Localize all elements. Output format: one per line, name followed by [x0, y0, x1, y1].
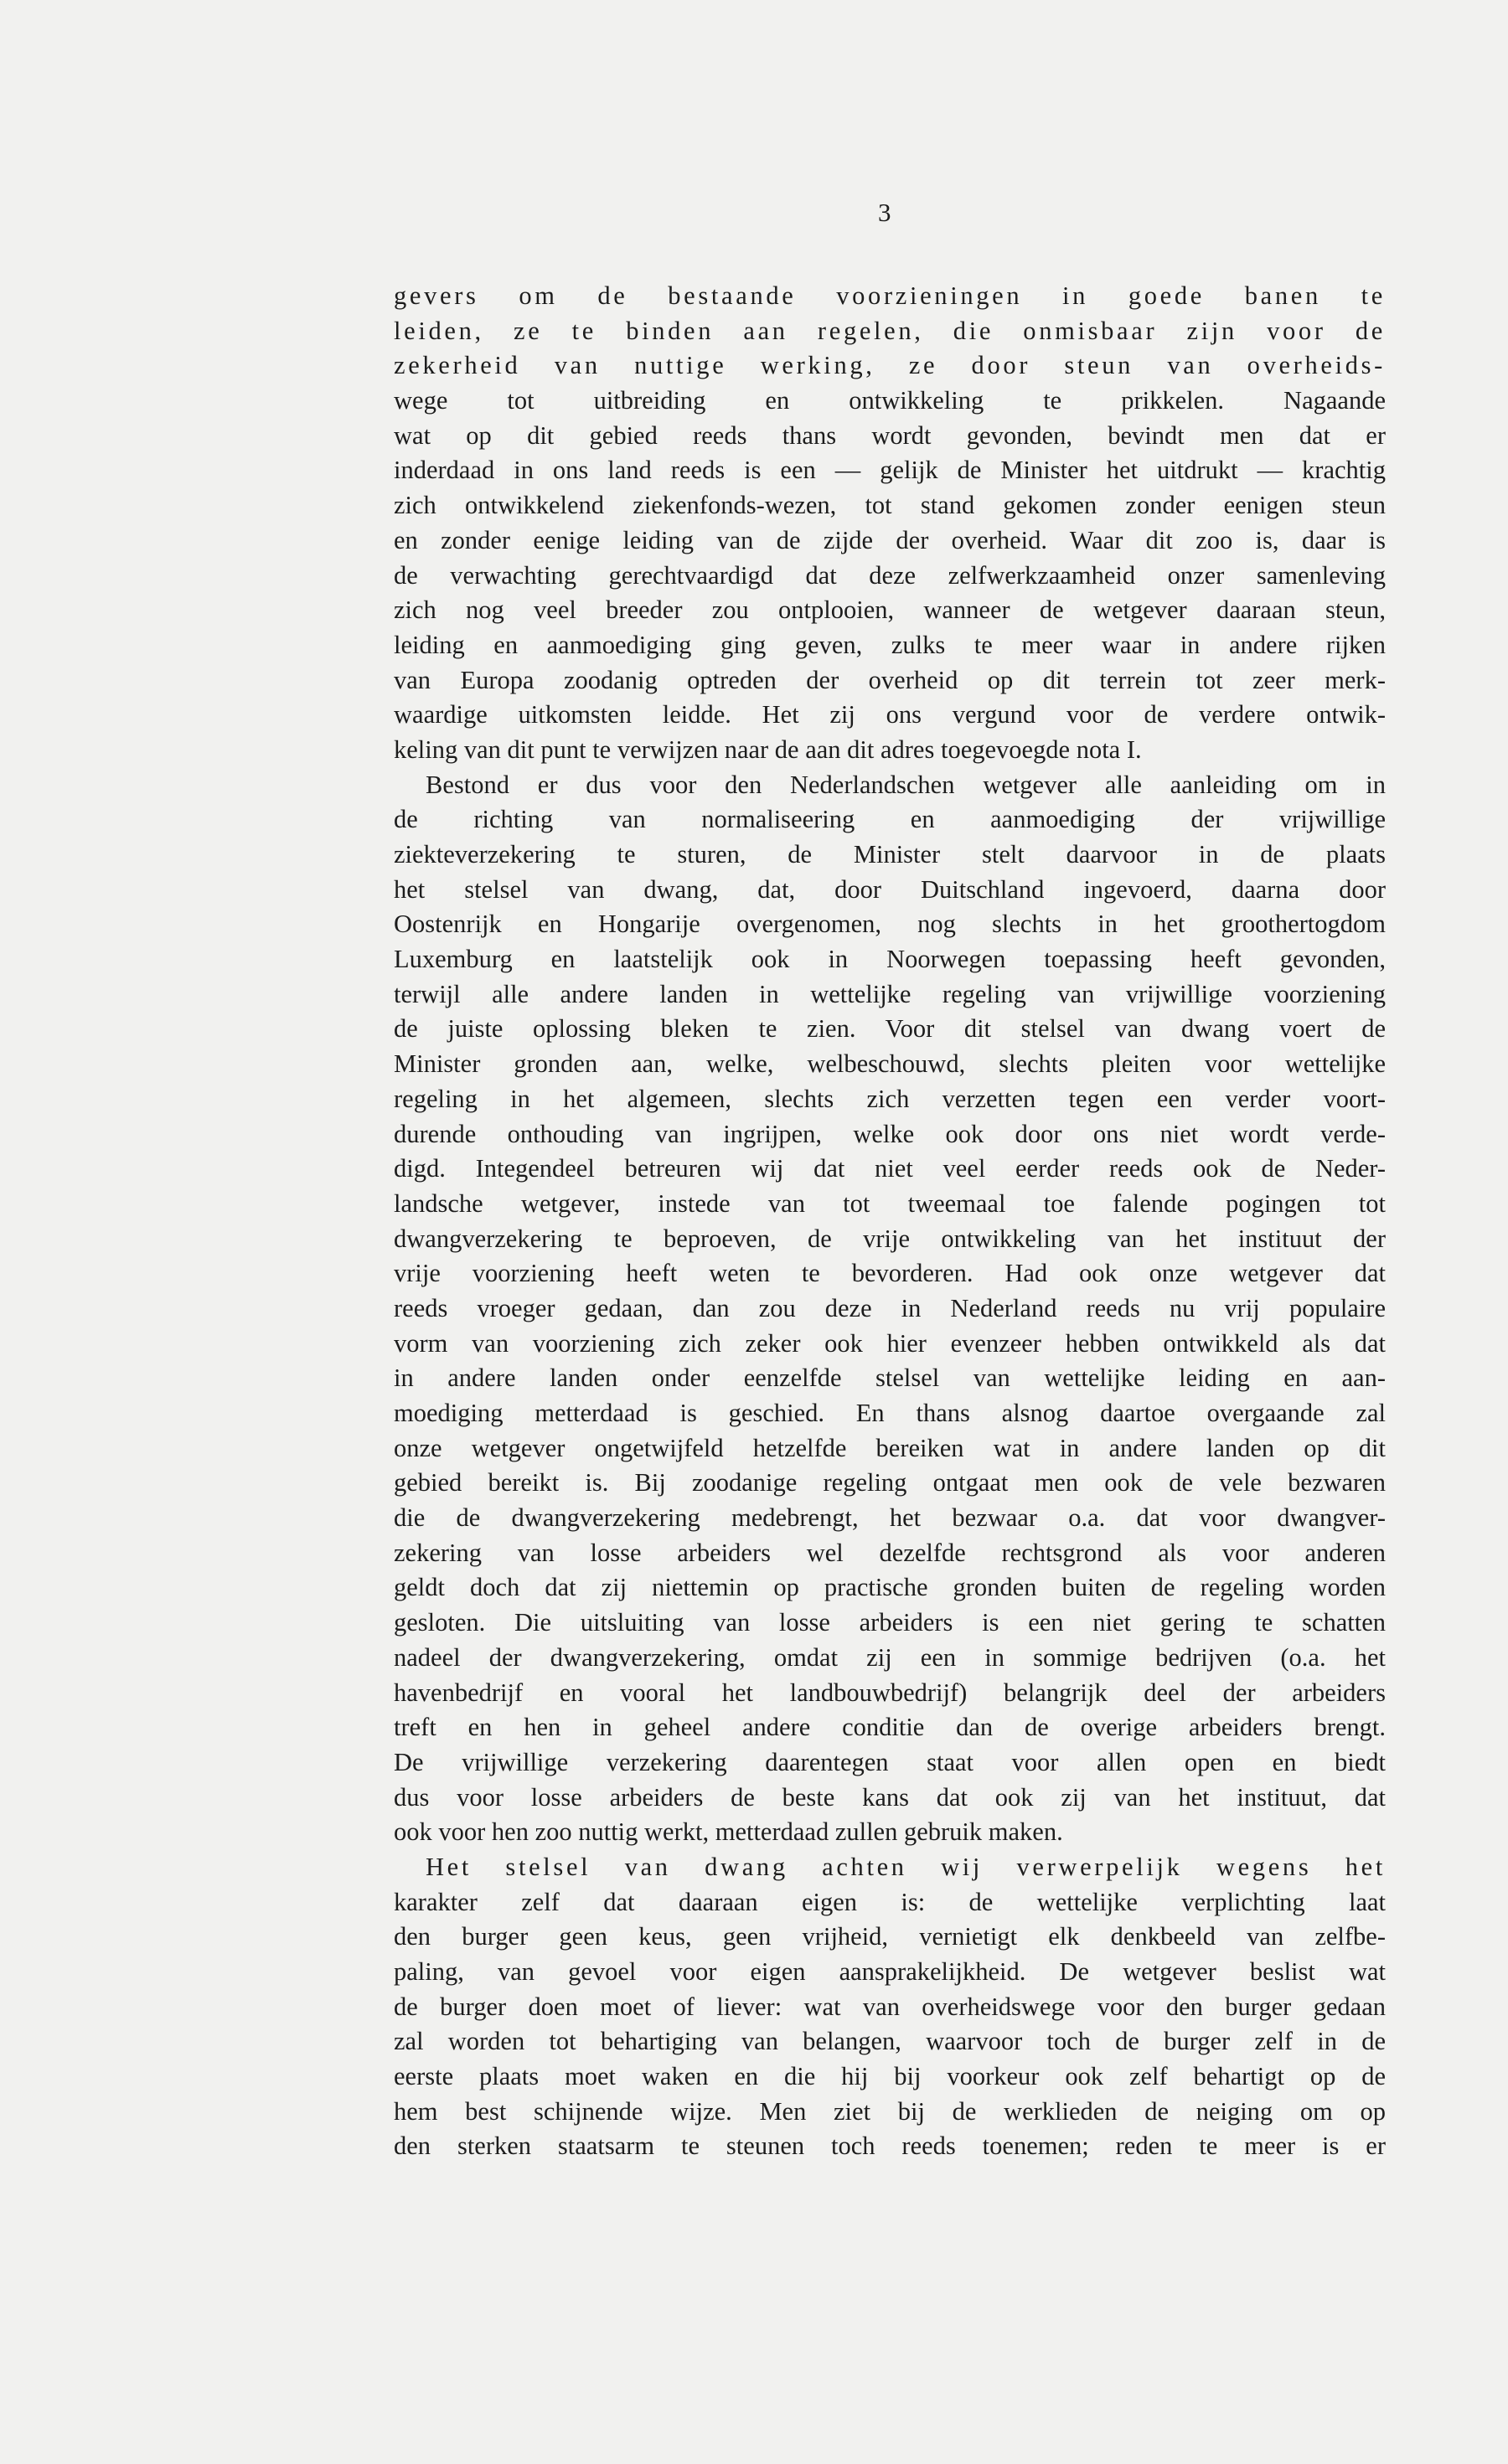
text-line: wege tot uitbreiding en ontwikkeling te prikkelen. Nagaande	[394, 386, 1386, 415]
text-line: de juiste oplossing bleken te zien. Voor dit stelsel van dwang voert de	[394, 1014, 1386, 1044]
text-line: De vrijwillige verzekering daarentegen staat voor allen open en biedt	[394, 1747, 1386, 1776]
text-line: zekerheid van nuttige werking, ze door steun van overheids-	[394, 351, 1386, 380]
text-line: zich nog veel breeder zou ontplooien, wanneer de wetgever daaraan steun,	[394, 595, 1386, 625]
text-line: Bestond er dus voor den Nederlandschen wetgever alle aanleiding om in	[426, 770, 1386, 799]
text-line: zekering van losse arbeiders wel dezelfde rechtsgrond als voor anderen	[394, 1538, 1386, 1567]
text-line: paling, van gevoel voor eigen aansprakelijkheid. De wetgever beslist wat	[394, 1957, 1386, 1986]
text-line: karakter zelf dat daaraan eigen is: de wettelijke verplichting laat	[394, 1887, 1386, 1916]
text-line: waardige uitkomsten leidde. Het zij ons vergund voor de verdere ontwik-	[394, 700, 1386, 729]
text-line: die de dwangverzekering medebrengt, het bezwaar o.a. dat voor dwangver-	[394, 1503, 1386, 1533]
text-line: hem best schijnende wijze. Men ziet bij de werklieden de neiging om op	[394, 2096, 1386, 2126]
text-line: vrije voorziening heeft weten te bevorderen. Had ook onze wetgever dat	[394, 1259, 1386, 1288]
text-line: keling van dit punt te verwijzen naar de aan dit adres toegevoegde nota I.	[394, 735, 1142, 764]
text-line: de richting van normaliseering en aanmoediging der vrijwillige	[394, 805, 1386, 834]
text-line: in andere landen onder eenzelfde stelsel van wettelijke leiding en aan-	[394, 1363, 1386, 1393]
text-line: zich ontwikkelend ziekenfonds-wezen, tot stand gekomen zonder eenigen steun	[394, 491, 1386, 520]
text-line: digd. Integendeel betreuren wij dat niet veel eerder reeds ook de Neder-	[394, 1154, 1386, 1183]
text-line: dwangverzekering te beproeven, de vrije ontwikkeling van het instituut der	[394, 1224, 1386, 1253]
text-line: regeling in het algemeen, slechts zich verzetten tegen een verder voort-	[394, 1084, 1386, 1113]
text-line: ziekteverzekering te sturen, de Minister stelt daarvoor in de plaats	[394, 840, 1386, 869]
text-line: leiden, ze te binden aan regelen, die onmisbaar zijn voor de	[394, 316, 1386, 345]
text-line: den sterken staatsarm te steunen toch reeds toenemen; reden te meer is er	[394, 2132, 1386, 2161]
text-line: havenbedrijf en vooral het landbouwbedrijf) belangrijk deel der arbeiders	[394, 1678, 1386, 1707]
text-line: terwijl alle andere landen in wettelijke regeling van vrijwillige voorziening	[394, 979, 1386, 1008]
text-line: reeds vroeger gedaan, dan zou deze in Nederland reeds nu vrij populaire	[394, 1293, 1386, 1322]
text-line: het stelsel van dwang, dat, door Duitschland ingevoerd, daarna door	[394, 874, 1386, 904]
text-line: de burger doen moet of liever: wat van overheidswege voor den burger gedaan	[394, 1992, 1386, 2021]
text-line: durende onthouding van ingrijpen, welke ook door ons niet wordt verde-	[394, 1119, 1386, 1148]
text-line: dus voor losse arbeiders de beste kans dat ook zij van het instituut, dat	[394, 1782, 1386, 1812]
text-line: vorm van voorziening zich zeker ook hier evenzeer hebben ontwikkeld als dat	[394, 1328, 1386, 1358]
text-line: den burger geen keus, geen vrijheid, vernietigt elk denkbeeld van zelfbe-	[394, 1922, 1386, 1951]
text-line: moediging metterdaad is geschied. En thans alsnog daartoe overgaande zal	[394, 1399, 1386, 1427]
text-line: treft en hen in geheel andere conditie dan de overige arbeiders brengt.	[394, 1713, 1386, 1742]
text-line: leiding en aanmoediging ging geven, zulks te meer waar in andere rijken	[394, 630, 1386, 659]
text-line: Luxemburg en laatstelijk ook in Noorwegen toepassing heeft gevonden,	[394, 945, 1386, 974]
text-line: de verwachting gerechtvaardigd dat deze zelfwerkzaamheid onzer samenleving	[394, 560, 1386, 590]
text-line: ook voor hen zoo nuttig werkt, metterdaad zullen gebruik maken.	[394, 1817, 1063, 1847]
text-line: gevers om de bestaande voorzieningen in goede banen te	[394, 281, 1386, 310]
text-line: eerste plaats moet waken en die hij bij voorkeur ook zelf behartigt op de	[394, 2062, 1386, 2091]
text-line: wat op dit gebied reeds thans wordt gevonden, bevindt men dat er	[394, 420, 1386, 450]
text-line: zal worden tot behartiging van belangen, waarvoor toch de burger zelf in de	[394, 2027, 1386, 2056]
text-line: geldt doch dat zij niettemin op practische gronden buiten de regeling worden	[394, 1573, 1386, 1602]
text-line: inderdaad in ons land reeds is een — gelijk de Minister het uitdrukt — krachtig	[394, 456, 1386, 485]
text-line: gesloten. Die uitsluiting van losse arbeiders is een niet gering te schatten	[394, 1608, 1386, 1637]
text-line: van Europa zoodanig optreden der overheid op dit terrein tot zeer merk-	[394, 665, 1386, 694]
text-line: landsche wetgever, instede van tot tweemaal toe falende pogingen tot	[394, 1188, 1386, 1218]
text-line: Oostenrijk en Hongarije overgenomen, nog slechts in het groothertogdom	[394, 910, 1386, 939]
page-number: 3	[878, 198, 891, 227]
text-line: en zonder eenige leiding van de zijde der overheid. Waar dit zoo is, daar is	[394, 525, 1386, 554]
text-line: Het stelsel van dwang achten wij verwerpelijk wegens het	[426, 1852, 1386, 1881]
text-line: gebied bereikt is. Bij zoodanige regeling ontgaat men ook de vele bezwaren	[394, 1468, 1386, 1497]
body-text	[394, 279, 1386, 2164]
text-line: nadeel der dwangverzekering, omdat zij een in sommige bedrijven (o.a. het	[394, 1642, 1386, 1672]
text-line: Minister gronden aan, welke, welbeschouwd, slechts pleiten voor wettelijke	[394, 1049, 1386, 1079]
text-line: onze wetgever ongetwijfeld hetzelfde bereiken wat in andere landen op dit	[394, 1433, 1386, 1462]
